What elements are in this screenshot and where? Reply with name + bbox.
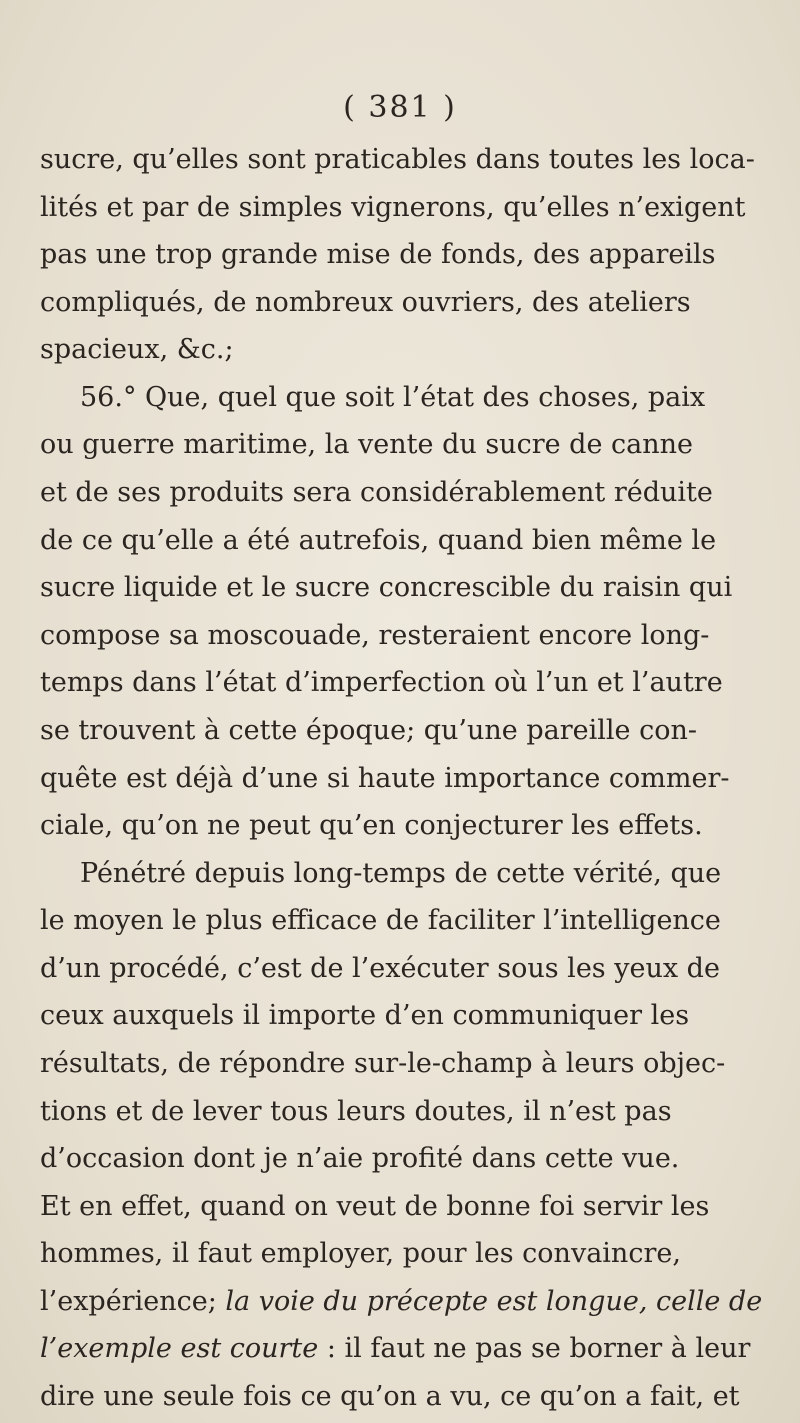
text-line: résultats, de répondre sur-le-champ à leurs objec- xyxy=(40,1047,726,1079)
text-line: quête est déjà d’une si haute importance commer- xyxy=(40,762,730,794)
italic-quote: l’exemple est courte xyxy=(40,1333,319,1365)
text-line: se trouvent à cette époque; qu’une pareille con- xyxy=(40,714,697,746)
text-line xyxy=(40,1282,762,1322)
text-line: 56.° Que, quel que soit l’état des choses, paix xyxy=(80,381,706,413)
text-line: de ce qu’elle a été autrefois, quand bien même le xyxy=(40,524,717,556)
text-line: compose sa moscouade, resteraient encore long- xyxy=(40,619,710,651)
text-line: dire une seule fois ce qu’on a vu, ce qu’on a fait, et xyxy=(40,1381,740,1412)
text-line: ou guerre maritime, la vente du sucre de canne xyxy=(40,429,693,461)
text-line: temps dans l’état d’imperfection où l’un et l’autre xyxy=(40,667,723,699)
text-line: tions et de lever tous leurs doutes, il n’est pas xyxy=(40,1095,672,1127)
text-line: d’un procédé, c’est de l’exécuter sous les yeux de xyxy=(40,952,720,984)
text-line: ciale, qu’on ne peut qu’en conjecturer les effets. xyxy=(40,810,703,842)
text-line: le moyen le plus efficace de faciliter l’intelligence xyxy=(40,905,721,937)
text-line: d’occasion dont je n’aie profité dans cette vue. xyxy=(40,1143,680,1175)
text-line: lités et par de simples vignerons, qu’elles n’exigent xyxy=(40,191,746,223)
text-line: ceux auxquels il importe d’en communiquer les xyxy=(40,1000,690,1032)
text-line: compliqués, de nombreux ouvriers, des ateliers xyxy=(40,286,691,318)
text-line: sucre, qu’elles sont praticables dans toutes les loca- xyxy=(40,144,755,175)
text-line: pas une trop grande mise de fonds, des appareils xyxy=(40,239,716,271)
text-line: sucre liquide et le sucre concrescible du raisin qui xyxy=(40,572,733,604)
text-line xyxy=(40,1329,750,1369)
page-number-header: ( 381 ) xyxy=(343,90,457,125)
text-segment: l’expérience; xyxy=(40,1285,226,1317)
text-line: et de ses produits sera considérablement réduite xyxy=(40,477,713,509)
text-line: Pénétré depuis long-temps de cette vérité, que xyxy=(80,857,722,889)
text-line: spacieux, &c.; xyxy=(40,334,234,366)
italic-quote: la voie du précepte est longue, celle de xyxy=(225,1285,763,1317)
text-line: hommes, il faut employer, pour les convaincre, xyxy=(40,1238,681,1270)
text-line: Et en effet, quand on veut de bonne foi servir les xyxy=(40,1190,710,1222)
text-segment: : il faut ne pas se borner à leur xyxy=(318,1333,751,1365)
